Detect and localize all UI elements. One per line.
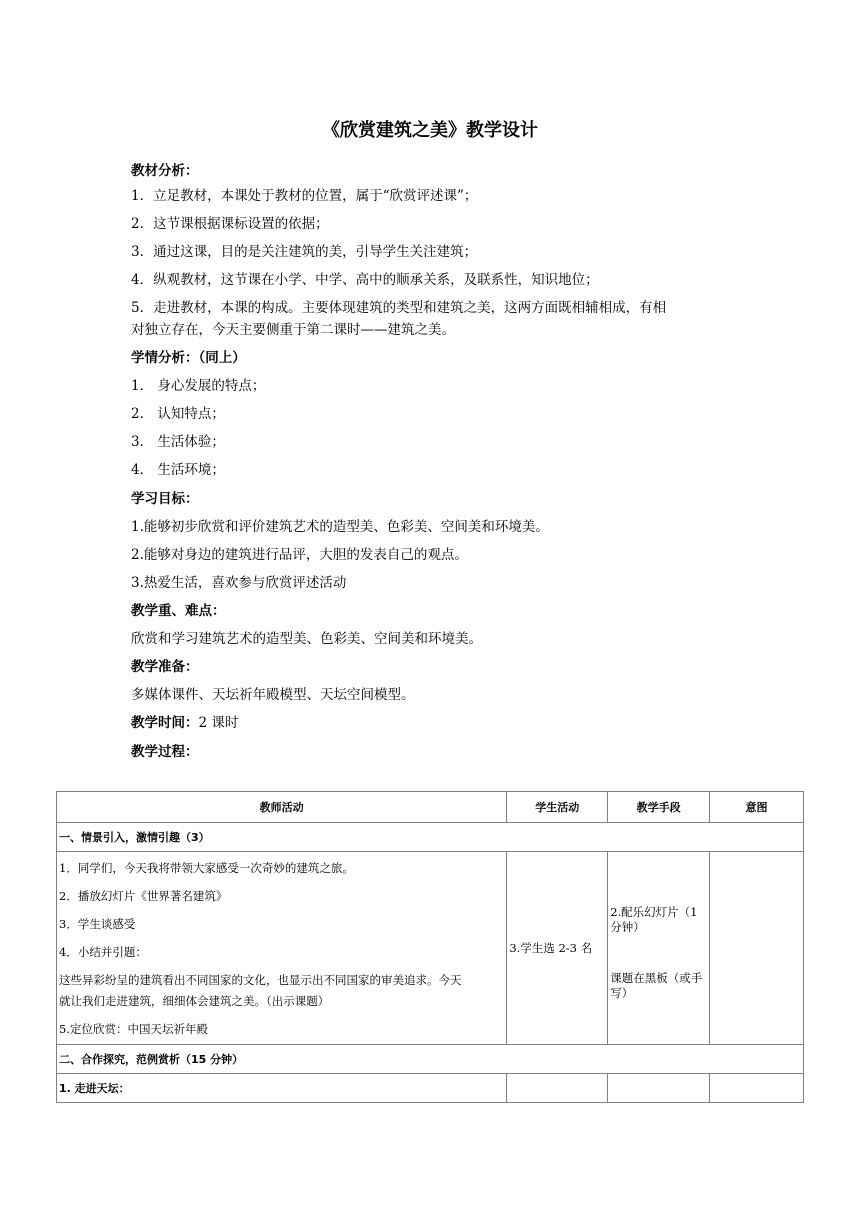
header-student: 学生活动 xyxy=(507,792,608,823)
material-item: 4．纵观教材，这节课在小学、中学、高中的顺承关系，及联系性，知识地位； xyxy=(131,272,599,288)
teacher-step: 3．学生谈感受 xyxy=(59,917,136,931)
teacher-step: 这些异彩纷呈的建筑看出不同国家的文化，也显示出不同国家的审美追求。今天 xyxy=(59,973,462,987)
table-header-row xyxy=(57,792,804,823)
prep-text: 多媒体课件、天坛祈年殿模型、天坛空间模型。 xyxy=(131,687,415,703)
students-item: 2． 认知特点； xyxy=(131,406,225,422)
teacher-step: 5.定位欣赏：中国天坛祈年殿 xyxy=(59,1022,208,1036)
students-item: 1． 身心发展的特点； xyxy=(131,378,266,394)
material-item: 1．立足教材，本课处于教材的位置，属于“欣赏评述课”； xyxy=(131,188,478,204)
teacher-step: 2．播放幻灯片《世界著名建筑》 xyxy=(59,889,228,903)
students-heading: 学情分析：（同上） xyxy=(131,350,246,366)
process-table xyxy=(56,791,804,1103)
section-1-title: 一、情景引入，激情引趣（3） xyxy=(57,823,804,852)
material-item: 对独立存在，今天主要侧重于第二课时——建筑之美。 xyxy=(131,322,455,338)
material-item: 3．通过这课，目的是关注建筑的美，引导学生关注建筑； xyxy=(131,244,478,260)
intent-cell xyxy=(710,852,804,1045)
teacher-activity-cell xyxy=(57,852,507,1045)
document-title: 《欣赏建筑之美》教学设计 xyxy=(322,120,538,141)
goals-item: 3.热爱生活，喜欢参与欣赏评述活动 xyxy=(131,575,347,591)
time-line xyxy=(131,711,238,731)
means-line: 课题在黑板（或手 xyxy=(610,971,703,985)
means-line: 写） xyxy=(610,986,634,1000)
teacher-step: 1．同学们，今天我将带领大家感受一次奇妙的建筑之旅。 xyxy=(59,861,354,875)
table-section-row xyxy=(57,1045,804,1074)
row3-means-cell xyxy=(608,1074,710,1103)
means-line: 2.配乐幻灯片（1 xyxy=(610,905,698,919)
table-section-row xyxy=(57,823,804,852)
row3-teacher-cell: 1. 走进天坛： xyxy=(57,1074,507,1103)
student-activity-text: 3.学生选 2-3 名 xyxy=(509,941,593,955)
key-points-heading: 教学重、难点： xyxy=(131,603,226,619)
material-item: 2．这节课根据课标设置的依据； xyxy=(131,216,329,232)
prep-heading: 教学准备： xyxy=(131,659,199,675)
teacher-step: 就让我们走进建筑，细细体会建筑之美。（出示课题） xyxy=(59,994,330,1008)
header-intent: 意图 xyxy=(710,792,804,823)
goals-item: 1.能够初步欣赏和评价建筑艺术的造型美、色彩美、空间美和环境美。 xyxy=(131,519,549,535)
row3-student-cell xyxy=(507,1074,608,1103)
goals-item: 2.能够对身边的建筑进行品评，大胆的发表自己的观点。 xyxy=(131,547,468,563)
row3-intent-cell xyxy=(710,1074,804,1103)
key-points-text: 欣赏和学习建筑艺术的造型美、色彩美、空间美和环境美。 xyxy=(131,631,482,647)
time-value: 2 课时 xyxy=(198,715,239,731)
means-line: 分钟） xyxy=(610,920,645,934)
table-row xyxy=(57,1074,804,1103)
table-row xyxy=(57,852,804,1045)
student-activity-cell xyxy=(507,852,608,1045)
goals-heading: 学习目标： xyxy=(131,491,199,507)
material-heading: 教材分析： xyxy=(131,163,199,179)
teaching-means-cell xyxy=(608,852,710,1045)
process-heading: 教学过程： xyxy=(131,744,199,760)
time-heading: 教学时间： xyxy=(131,715,199,731)
students-item: 3． 生活体验； xyxy=(131,434,225,450)
header-means: 教学手段 xyxy=(608,792,710,823)
students-item: 4． 生活环境； xyxy=(131,462,225,478)
material-item: 5．走进教材，本课的构成。主要体现建筑的类型和建筑之美，这两方面既相辅相成，有相 xyxy=(131,300,667,316)
section-2-title: 二、合作探究，范例赏析（15 分钟） xyxy=(57,1045,804,1074)
header-teacher: 教师活动 xyxy=(57,792,507,823)
teacher-step: 4．小结并引题： xyxy=(59,945,147,959)
